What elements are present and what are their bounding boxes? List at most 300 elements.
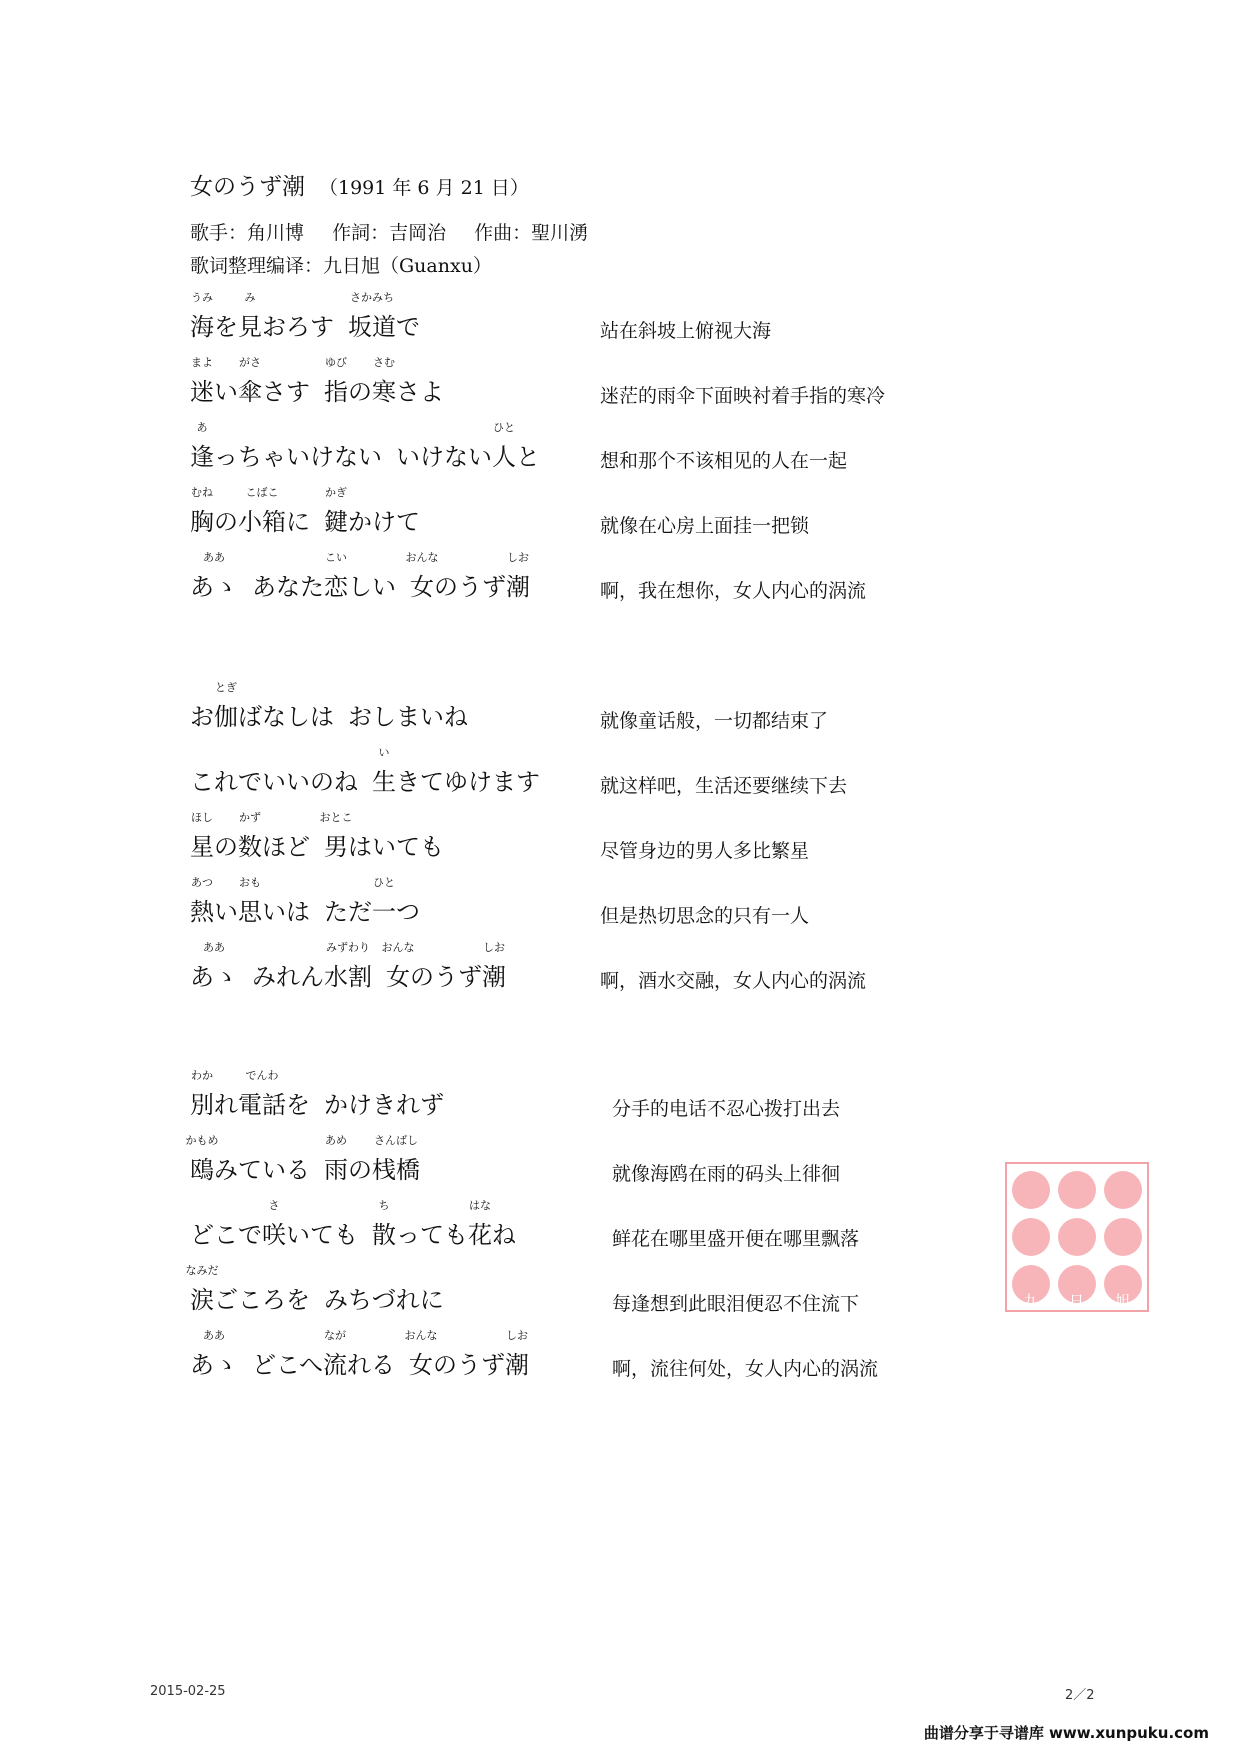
furigana: おも: [239, 876, 261, 889]
lyric-base-text: 涙: [190, 1286, 214, 1314]
ruby-word: [190, 421, 214, 472]
furigana: ああ: [203, 551, 225, 564]
furigana: さんばし: [374, 1134, 418, 1147]
lyric-phrase: [185, 1134, 310, 1185]
lyric-line: [0, 421, 1241, 488]
lyric-phrase: [190, 1329, 238, 1380]
lyric-line: [0, 876, 1241, 943]
furigana: しお: [483, 941, 505, 954]
lyric-base-text: の: [214, 508, 238, 536]
kana-text: [214, 1285, 310, 1315]
lyric-base-text: あゝ: [190, 963, 238, 991]
furigana: しお: [507, 551, 529, 564]
lyric-line: [0, 941, 1241, 1008]
ruby-word: [348, 291, 396, 342]
lyric-base-text: かけきれず: [324, 1091, 444, 1119]
kana-text: [324, 1090, 444, 1120]
kana-text: [252, 962, 324, 992]
lyric-base-text: あなた: [252, 573, 324, 601]
lyric-base-text: 迷: [190, 378, 214, 406]
lyric-phrase: [405, 551, 530, 602]
furigana: とぎ: [215, 681, 237, 694]
lyric-base-text: 女: [386, 963, 410, 991]
lyric-base-text: 熱: [190, 898, 214, 926]
lyric-base-text: おしまいね: [348, 703, 468, 731]
lyric-phrase: [190, 1199, 358, 1250]
lyric-base-text: しい: [348, 573, 396, 601]
lyric-base-text: 坂道: [348, 313, 396, 341]
chinese-translation: 迷茫的雨伞下面映衬着手指的寒冷: [600, 385, 886, 407]
lyric-base-text: 電話: [238, 1091, 286, 1119]
singer-credit: 歌手：角川博: [190, 222, 305, 244]
lyric-base-text: これでいいのね: [190, 768, 358, 796]
composer-credit: 作曲：聖川湧: [474, 222, 589, 244]
chinese-translation: 就像在心房上面挂一把锁: [600, 515, 810, 537]
lyric-base-text: に: [286, 508, 310, 536]
chinese-translation: 就像童话般，一切都结束了: [600, 710, 829, 732]
ruby-word: [190, 486, 214, 537]
ruby-word: [324, 551, 348, 602]
lyric-base-text: 桟橋: [372, 1156, 420, 1184]
lyric-phrase: [348, 702, 468, 732]
chinese-translation: 啊，流往何处，女人内心的涡流: [612, 1358, 879, 1380]
lyric-base-text: おろす: [262, 313, 334, 341]
furigana: かもめ: [185, 1134, 219, 1147]
lyric-base-text: れる: [347, 1351, 396, 1379]
ruby-word: [381, 941, 415, 992]
kana-text: [396, 377, 444, 407]
ruby-word: [372, 1199, 396, 1250]
song-title: [190, 168, 529, 201]
ruby-word: [505, 1329, 530, 1380]
furigana: さ: [268, 1199, 280, 1212]
japanese-lyric: [190, 746, 554, 797]
ruby-word: [468, 1199, 492, 1250]
furigana: ああ: [203, 1329, 225, 1342]
lyric-line: [0, 1329, 1241, 1396]
lyric-base-text: 潮: [505, 1351, 530, 1379]
kana-text: [410, 962, 482, 992]
lyric-base-text: ばなしは: [238, 703, 334, 731]
lyric-base-text: 咲: [262, 1221, 286, 1249]
chinese-translation: 站在斜坡上俯视大海: [600, 320, 772, 342]
ruby-word: [482, 941, 506, 992]
credits-line: [190, 218, 610, 245]
kana-text: [348, 377, 372, 407]
footer-date: 2015-02-25: [150, 1684, 226, 1699]
kana-text: [262, 897, 310, 927]
lyric-base-text: ほど: [262, 833, 310, 861]
lyric-base-text: いは: [262, 898, 310, 926]
site-watermark: 曲谱分享于寻谱库 www.xunpuku.com: [923, 1724, 1209, 1742]
lyric-line: [0, 486, 1241, 553]
ruby-word: [190, 811, 214, 862]
lyric-base-text: の: [348, 1156, 372, 1184]
lyric-phrase: [319, 811, 444, 862]
lyric-base-text: お: [190, 703, 214, 731]
japanese-lyric: [190, 421, 554, 472]
lyric-base-text: はいても: [348, 833, 444, 861]
chinese-translation: 啊，我在想你，女人内心的涡流: [600, 580, 867, 602]
lyric-base-text: かけて: [348, 508, 420, 536]
kana-text: [492, 1220, 516, 1250]
furigana: い: [378, 746, 390, 759]
lyric-base-text: 寒: [372, 378, 396, 406]
chinese-translation: 就这样吧，生活还要继续下去: [600, 775, 848, 797]
kana-text: [348, 572, 396, 602]
lyric-line: [0, 1069, 1241, 1136]
seal-dots: [1007, 1164, 1147, 1310]
furigana: わか: [191, 1069, 213, 1082]
lyric-base-text: の: [214, 833, 238, 861]
kana-text: [396, 312, 420, 342]
lyric-phrase: [324, 876, 420, 927]
lyric-phrase: [372, 1199, 516, 1250]
kana-text: [214, 1090, 238, 1120]
kana-text: [214, 377, 238, 407]
furigana: おんな: [381, 941, 415, 954]
lyric-base-text: 生: [372, 768, 396, 796]
lyric-base-text: っても: [396, 1221, 468, 1249]
lyric-line: [0, 356, 1241, 423]
furigana: おんな: [404, 1329, 438, 1342]
kana-text: [348, 832, 444, 862]
lyric-base-text: で: [396, 313, 420, 341]
japanese-lyric: [190, 811, 458, 862]
lyric-base-text: 逢: [190, 443, 214, 471]
kana-text: [252, 572, 324, 602]
ruby-word: [405, 551, 439, 602]
furigana: さかみち: [350, 291, 394, 304]
japanese-lyric: [190, 941, 520, 992]
page-number: 2／2: [1065, 1688, 1095, 1703]
ruby-word: [324, 486, 348, 537]
chinese-translation: 每逢想到此眼泪便忍不住流下: [612, 1293, 860, 1315]
seal-char: 日: [1069, 1292, 1085, 1310]
lyric-phrase: [324, 1090, 444, 1120]
lyric-base-text: っちゃいけない: [214, 443, 382, 471]
lyric-phrase: [185, 1264, 310, 1315]
kana-text: [286, 507, 310, 537]
kana-text: [347, 1350, 395, 1380]
lyricist-credit: 作詞：吉岡治: [332, 222, 447, 244]
lyric-base-text: を: [214, 313, 238, 341]
lyric-line: [0, 551, 1241, 618]
ruby-word: [238, 1069, 286, 1120]
lyric-base-text: つ: [396, 898, 420, 926]
furigana: かず: [239, 811, 261, 824]
lyric-base-text: きてゆけます: [396, 768, 540, 796]
furigana: しお: [506, 1329, 529, 1342]
japanese-lyric: [190, 356, 458, 407]
chinese-translation: 啊，酒水交融，女人内心的涡流: [600, 970, 867, 992]
kana-text: [252, 1350, 323, 1380]
lyric-base-text: 海: [190, 313, 214, 341]
japanese-lyric: [190, 1199, 530, 1250]
ruby-word: [372, 876, 396, 927]
lyric-line: [0, 681, 1241, 748]
kana-text: [214, 832, 238, 862]
lyric-base-text: 一: [372, 898, 396, 926]
kana-text: [396, 1220, 468, 1250]
furigana: がさ: [239, 356, 261, 369]
ruby-word: [238, 811, 262, 862]
japanese-lyric: [190, 486, 434, 537]
ruby-word: [190, 876, 214, 927]
lyric-base-text: を: [286, 1091, 310, 1119]
lyric-base-text: 胸: [190, 508, 214, 536]
ruby-word: [319, 811, 353, 862]
lyric-base-text: どこへ: [252, 1351, 324, 1379]
lyric-base-text: ただ: [324, 898, 372, 926]
lyric-base-text: 女: [409, 1351, 434, 1379]
furigana: み: [244, 291, 256, 304]
ruby-word: [238, 356, 262, 407]
kana-text: [324, 1285, 444, 1315]
kana-text: [262, 832, 310, 862]
lyric-base-text: 伽: [214, 703, 238, 731]
lyric-phrase: [190, 941, 238, 992]
furigana: かぎ: [325, 486, 347, 499]
lyric-phrase: [252, 551, 396, 602]
translator-credit: 歌词整理编译：九日旭（Guanxu）: [190, 255, 492, 277]
japanese-lyric: [190, 876, 434, 927]
chinese-translation: 但是热切思念的只有一人: [600, 905, 810, 927]
chinese-translation: 尽管身边的男人多比繁星: [600, 840, 810, 862]
furigana: はな: [469, 1199, 491, 1212]
lyric-base-text: みている: [214, 1156, 310, 1184]
kana-text: [214, 312, 238, 342]
japanese-lyric: [185, 1134, 434, 1185]
lyric-base-text: のうず: [410, 963, 482, 991]
lyric-phrase: [190, 767, 358, 797]
ruby-word: [190, 1329, 238, 1380]
furigana: ゆび: [325, 356, 347, 369]
kana-text: [262, 377, 310, 407]
kana-text: [324, 897, 372, 927]
kana-text: [348, 702, 468, 732]
kana-text: [214, 507, 238, 537]
ruby-word: [323, 1329, 348, 1380]
lyric-base-text: ね: [492, 1221, 516, 1249]
lyric-phrase: [252, 1329, 396, 1380]
lyric-base-text: 小箱: [238, 508, 286, 536]
lyric-phrase: [190, 811, 310, 862]
japanese-lyric: [190, 1069, 458, 1120]
lyric-base-text: い: [214, 378, 238, 406]
lyric-base-text: 星: [190, 833, 214, 861]
lyric-phrase: [324, 486, 420, 537]
furigana: あめ: [325, 1134, 347, 1147]
ruby-word: [324, 941, 372, 992]
kana-text: [238, 702, 334, 732]
lyric-phrase: [190, 876, 310, 927]
lyric-base-text: みれん: [252, 963, 324, 991]
ruby-word: [185, 1134, 219, 1185]
ruby-word: [492, 421, 516, 472]
ruby-word: [214, 681, 238, 732]
furigana: おんな: [405, 551, 439, 564]
release-date: （1991 年 6 月 21 日）: [319, 177, 529, 199]
lyric-phrase: [190, 421, 382, 472]
ruby-word: [238, 486, 286, 537]
kana-text: [214, 1155, 310, 1185]
lyric-base-text: 潮: [482, 963, 506, 991]
kana-text: [262, 312, 334, 342]
lyric-phrase: [324, 1134, 420, 1185]
kana-text: [190, 767, 358, 797]
lyric-base-text: 数: [238, 833, 262, 861]
chinese-translation: 鲜花在哪里盛开便在哪里飘落: [612, 1228, 860, 1250]
lyric-base-text: あゝ: [190, 573, 238, 601]
kana-text: [286, 1090, 310, 1120]
kana-text: [286, 1220, 358, 1250]
chinese-translation: 想和那个不该相见的人在一起: [600, 450, 848, 472]
furigana: まよ: [191, 356, 213, 369]
furigana: おとこ: [319, 811, 353, 824]
kana-text: [396, 442, 492, 472]
furigana: あ: [196, 421, 208, 434]
lyric-base-text: 雨: [324, 1156, 348, 1184]
lyric-phrase: [252, 941, 372, 992]
lyric-phrase: [348, 291, 420, 342]
chinese-translation: 就像海鸥在雨的码头上徘徊: [612, 1163, 841, 1185]
lyric-base-text: いても: [286, 1221, 358, 1249]
furigana: ち: [378, 1199, 390, 1212]
lyric-base-text: 見: [238, 313, 262, 341]
lyric-base-text: 潮: [506, 573, 530, 601]
ruby-word: [324, 356, 348, 407]
lyric-phrase: [190, 486, 310, 537]
lyric-base-text: どこで: [190, 1221, 262, 1249]
furigana: むね: [191, 486, 213, 499]
japanese-lyric: [190, 1329, 543, 1380]
lyric-phrase: [396, 421, 540, 472]
lyric-phrase: [190, 291, 334, 342]
lyric-base-text: 指: [324, 378, 348, 406]
lyric-base-text: 花: [468, 1221, 492, 1249]
furigana: あつ: [191, 876, 213, 889]
furigana: でんわ: [245, 1069, 279, 1082]
kana-text: [516, 442, 540, 472]
lyric-phrase: [190, 356, 310, 407]
furigana: ああ: [203, 941, 225, 954]
kana-text: [190, 702, 214, 732]
lyric-base-text: 女: [410, 573, 434, 601]
lyric-base-text: のうず: [434, 573, 506, 601]
lyric-base-text: の: [348, 378, 372, 406]
ruby-word: [190, 551, 238, 602]
ruby-word: [372, 356, 396, 407]
lyric-base-text: 流: [323, 1351, 348, 1379]
kana-text: [434, 572, 506, 602]
lyric-phrase: [324, 356, 444, 407]
lyric-base-text: みちづれに: [324, 1286, 444, 1314]
ruby-word: [372, 1134, 420, 1185]
lyric-line: [0, 291, 1241, 358]
lyric-phrase: [190, 681, 334, 732]
lyric-phrase: [190, 1069, 310, 1120]
lyric-phrase: [381, 941, 506, 992]
lyric-phrase: [372, 746, 540, 797]
ruby-word: [190, 356, 214, 407]
furigana: ほし: [191, 811, 213, 824]
lyric-base-text: 別: [190, 1091, 214, 1119]
lyric-line: [0, 746, 1241, 813]
japanese-lyric: [185, 1264, 458, 1315]
japanese-lyric: [190, 551, 544, 602]
kana-text: [396, 897, 420, 927]
chinese-translation: 分手的电话不忍心拨打出去: [612, 1098, 841, 1120]
lyric-base-text: あゝ: [190, 1351, 238, 1379]
japanese-lyric: [190, 681, 482, 732]
kana-text: [348, 1155, 372, 1185]
furigana: こばこ: [245, 486, 279, 499]
red-seal-stamp: [1005, 1162, 1149, 1312]
ruby-word: [190, 1069, 214, 1120]
furigana: なみだ: [185, 1264, 219, 1277]
kana-text: [214, 897, 238, 927]
furigana: こい: [325, 551, 347, 564]
furigana: さむ: [373, 356, 395, 369]
furigana: ひと: [493, 421, 515, 434]
lyric-base-text: 恋: [324, 573, 348, 601]
lyric-phrase: [190, 551, 238, 602]
furigana: なが: [324, 1329, 347, 1342]
japanese-lyric: [190, 291, 434, 342]
title-text: 女のうず潮: [190, 174, 305, 200]
lyric-base-text: 水割: [324, 963, 372, 991]
ruby-word: [238, 876, 262, 927]
lyric-phrase: [324, 1285, 444, 1315]
ruby-word: [262, 1199, 286, 1250]
lyric-base-text: と: [516, 443, 540, 471]
kana-text: [433, 1350, 505, 1380]
kana-text: [348, 507, 420, 537]
lyric-base-text: 男: [324, 833, 348, 861]
lyric-base-text: いけない: [396, 443, 492, 471]
lyric-base-text: 鴎: [190, 1156, 214, 1184]
seal-char: 九: [1023, 1292, 1039, 1310]
lyric-base-text: 思: [238, 898, 262, 926]
lyric-base-text: ごころを: [214, 1286, 310, 1314]
lyric-base-text: 散: [372, 1221, 396, 1249]
furigana: うみ: [191, 291, 213, 304]
ruby-word: [190, 291, 214, 342]
lyric-phrase: [404, 1329, 530, 1380]
kana-text: [214, 442, 382, 472]
kana-text: [190, 1220, 262, 1250]
ruby-word: [190, 941, 238, 992]
lyric-base-text: 人: [492, 443, 516, 471]
furigana: ひと: [373, 876, 395, 889]
ruby-word: [185, 1264, 219, 1315]
ruby-word: [324, 1134, 348, 1185]
lyric-base-text: さす: [262, 378, 310, 406]
lyric-base-text: 鍵: [324, 508, 348, 536]
lyric-base-text: れ: [214, 1091, 238, 1119]
lyric-line: [0, 811, 1241, 878]
ruby-word: [372, 746, 396, 797]
lyric-base-text: のうず: [433, 1351, 506, 1379]
furigana: みずわり: [326, 941, 370, 954]
kana-text: [396, 767, 540, 797]
lyric-base-text: い: [214, 898, 238, 926]
seal-char: 旭: [1115, 1292, 1131, 1310]
lyric-base-text: さよ: [396, 378, 444, 406]
lyric-base-text: 傘: [238, 378, 262, 406]
ruby-word: [506, 551, 530, 602]
